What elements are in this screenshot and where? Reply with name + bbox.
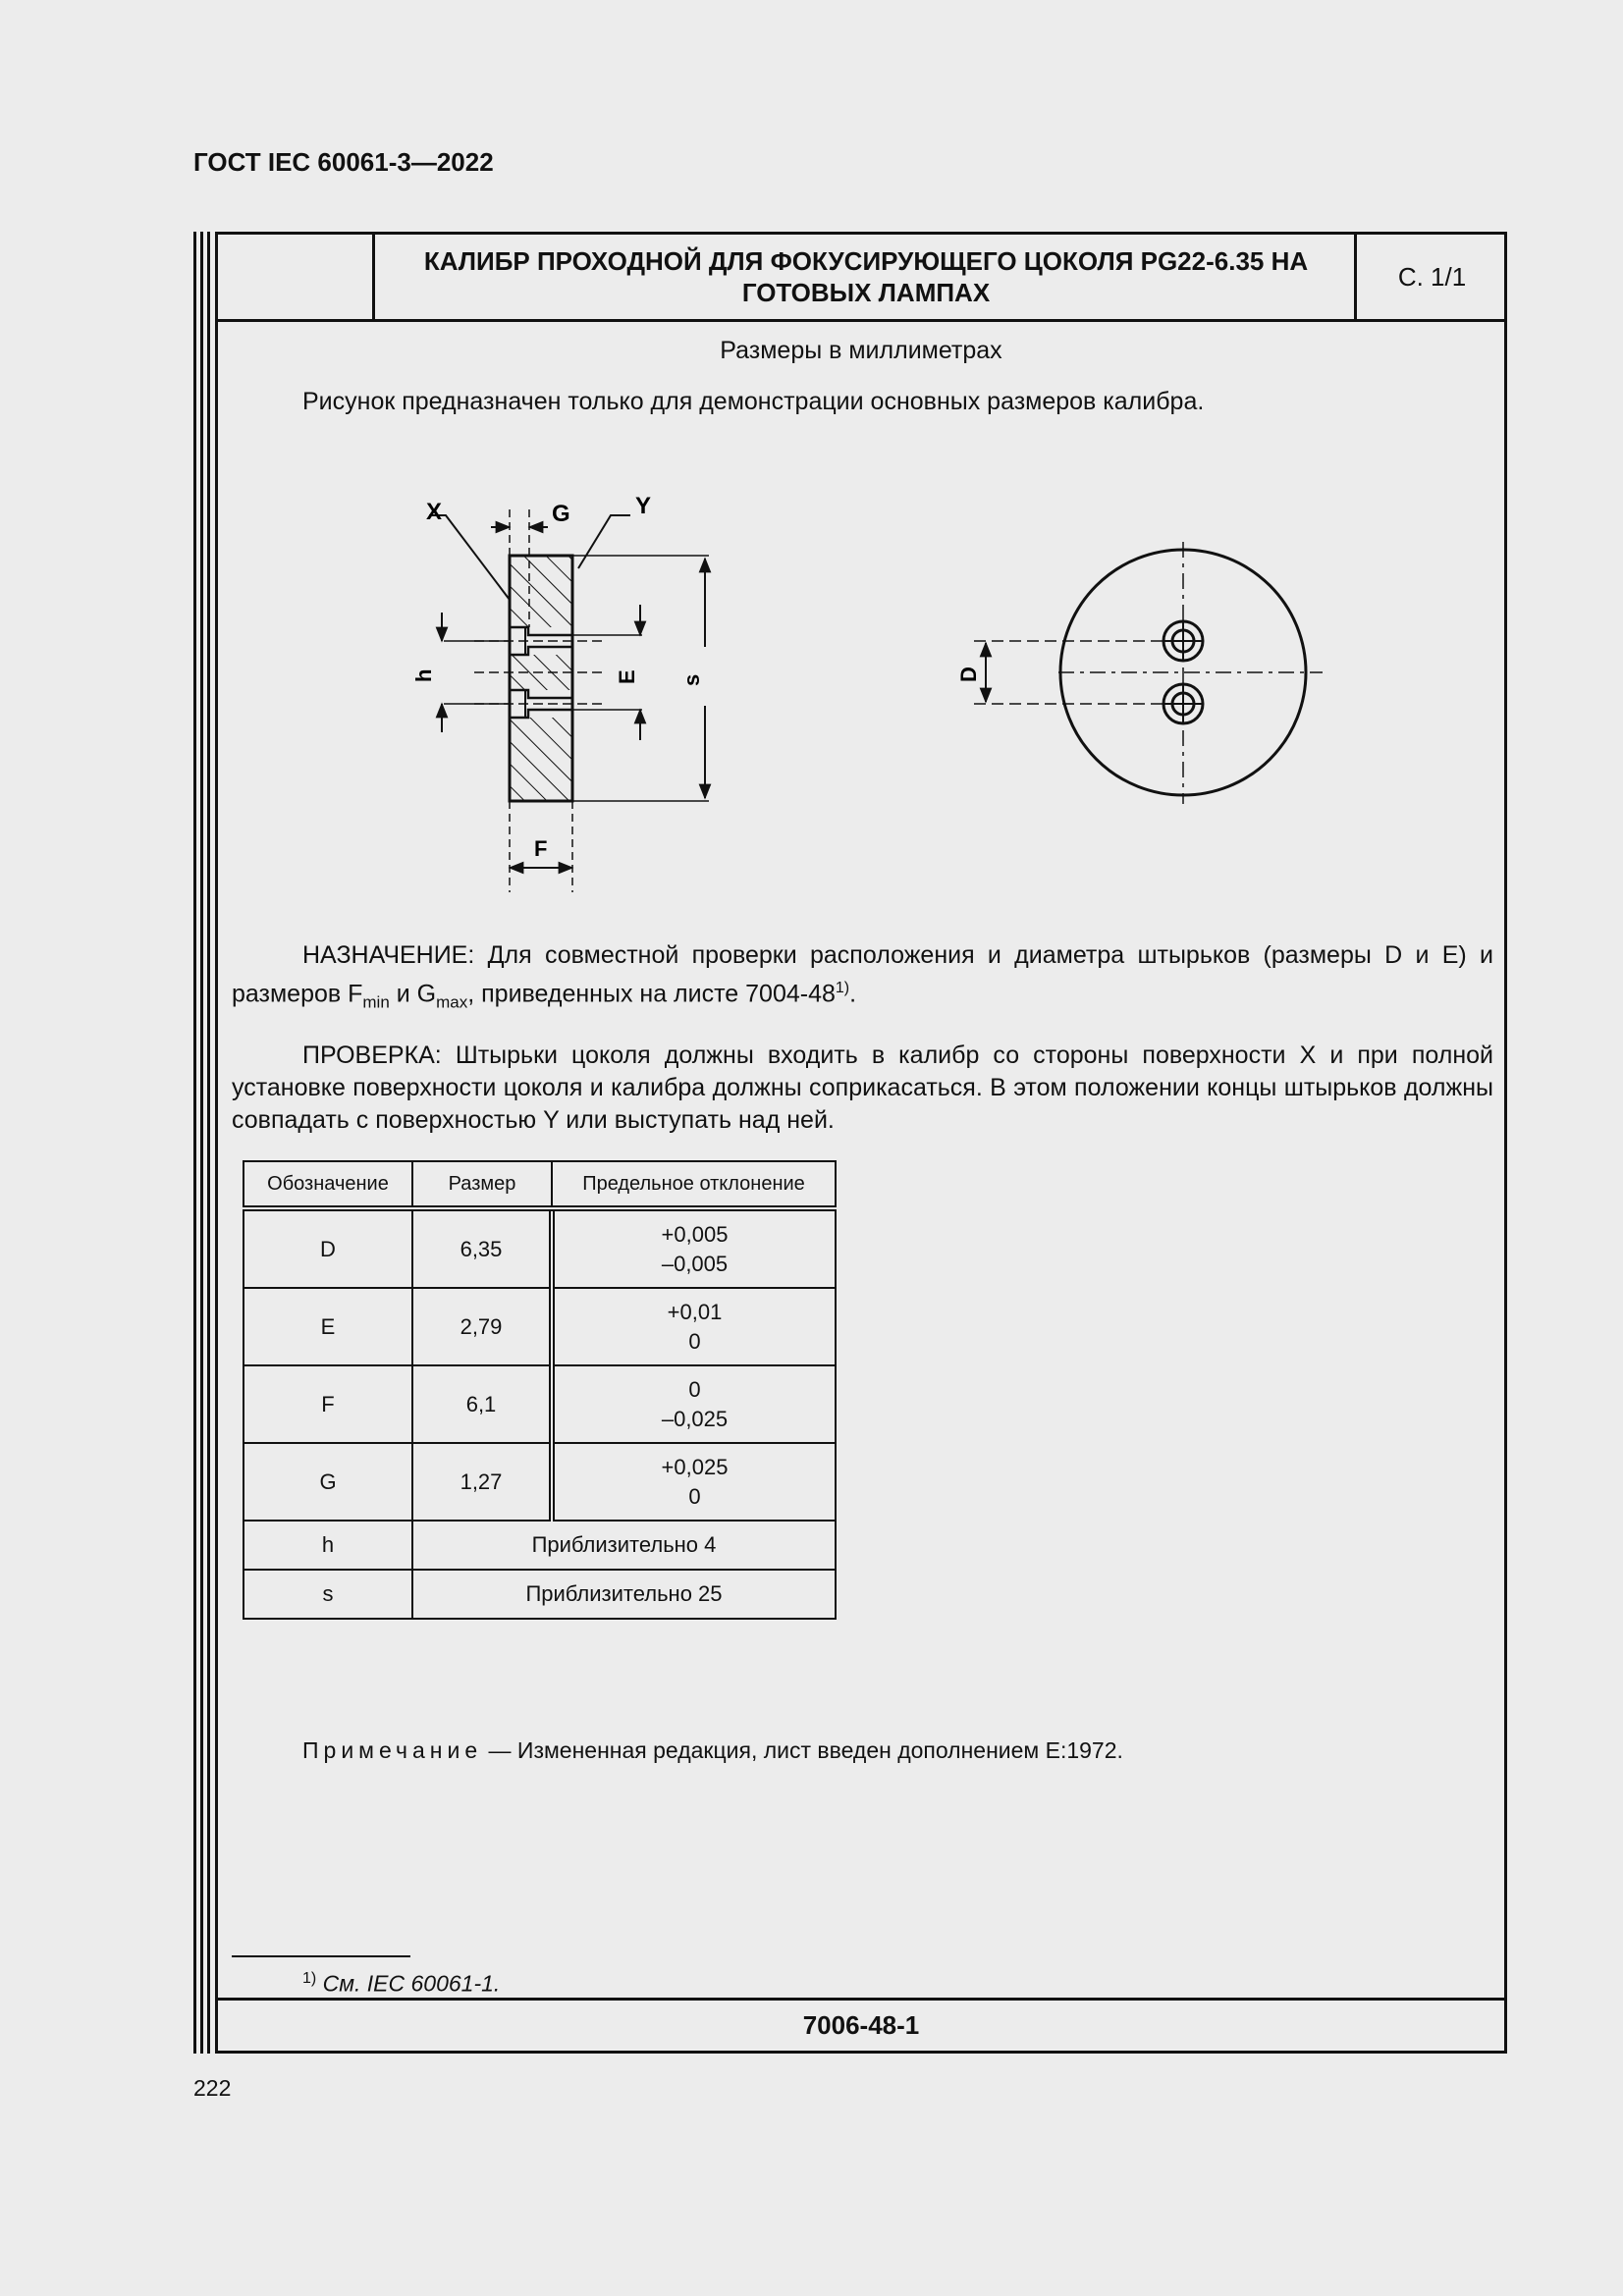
dimensions-table [243,1160,837,1620]
table-row: E 2,79 +0,01 0 [243,1288,836,1365]
label-h: h [411,668,436,682]
sheet-code: 7006-48-1 [218,1998,1504,2051]
sheet-title: КАЛИБР ПРОХОДНОЙ ДЛЯ ФОКУСИРУЮЩЕГО ЦОКОЛЯ PG22-6.35 НА ГОТОВЫХ ЛАМПАХ [423,246,1309,307]
header-size: Размер [412,1161,552,1208]
footnote-rule [232,1955,410,1957]
page-number: 222 [193,2075,232,2101]
label-y: Y [635,493,652,519]
label-d: D [956,667,981,682]
table-row: h Приблизительно 4 [243,1521,836,1570]
check-paragraph: ПРОВЕРКА: Штырьки цоколя должны входить в калибр со стороны поверхности X и при полной установке поверхности цоколя и калибра должны соприкасаться. В этом положении концы штырьков должны совпадать с поверхностью Y или выступать над ней. [232,1041,1493,1134]
table-row: s Приблизительно 25 [243,1570,836,1619]
binding-line [193,232,196,2054]
table-row: F 6,1 0 –0,025 [243,1365,836,1443]
binding-line [200,232,203,2054]
sheet-frame [215,232,1507,2054]
table-row: D 6,35 +0,005 –0,005 [243,1208,836,1288]
footnote: $^{1)}$ См. IEC 60061-1. [302,1970,501,1997]
label-e: E [615,669,639,684]
section-view [510,556,572,801]
header-tolerance: Предельное отклонение [552,1161,836,1208]
units-label: Размеры в миллиметрах [720,337,1002,364]
sheet-number: С. 1/1 [1354,235,1507,319]
table-row: G 1,27 +0,025 0 [243,1443,836,1521]
label-x: X [426,499,443,525]
purpose-paragraph: НАЗНАЧЕНИЕ: Для совместной проверки расположения и диаметра штырьков (размеры D и E) и размеров $F_{min}$ и $G_{max}$, приведенных на листе 7004-48$^{1)}$. [232,941,1493,1012]
label-g: G [552,501,570,527]
header-symbol: Обозначение [243,1161,412,1208]
note: Примечание — Измененная редакция, лист введен дополнением E:1972. [302,1737,1123,1763]
label-f: F [534,836,548,861]
title-block [218,235,1504,322]
front-view [956,542,1323,804]
binding-line [207,232,210,2054]
title-blank-cell [218,235,375,319]
demo-note: Рисунок предназначен только для демонстрации основных размеров калибра. [302,388,1205,415]
gauge-drawing [218,451,1510,941]
document-header: ГОСТ IEC 60061-3—2022 [193,147,494,177]
label-s: s [679,673,704,686]
